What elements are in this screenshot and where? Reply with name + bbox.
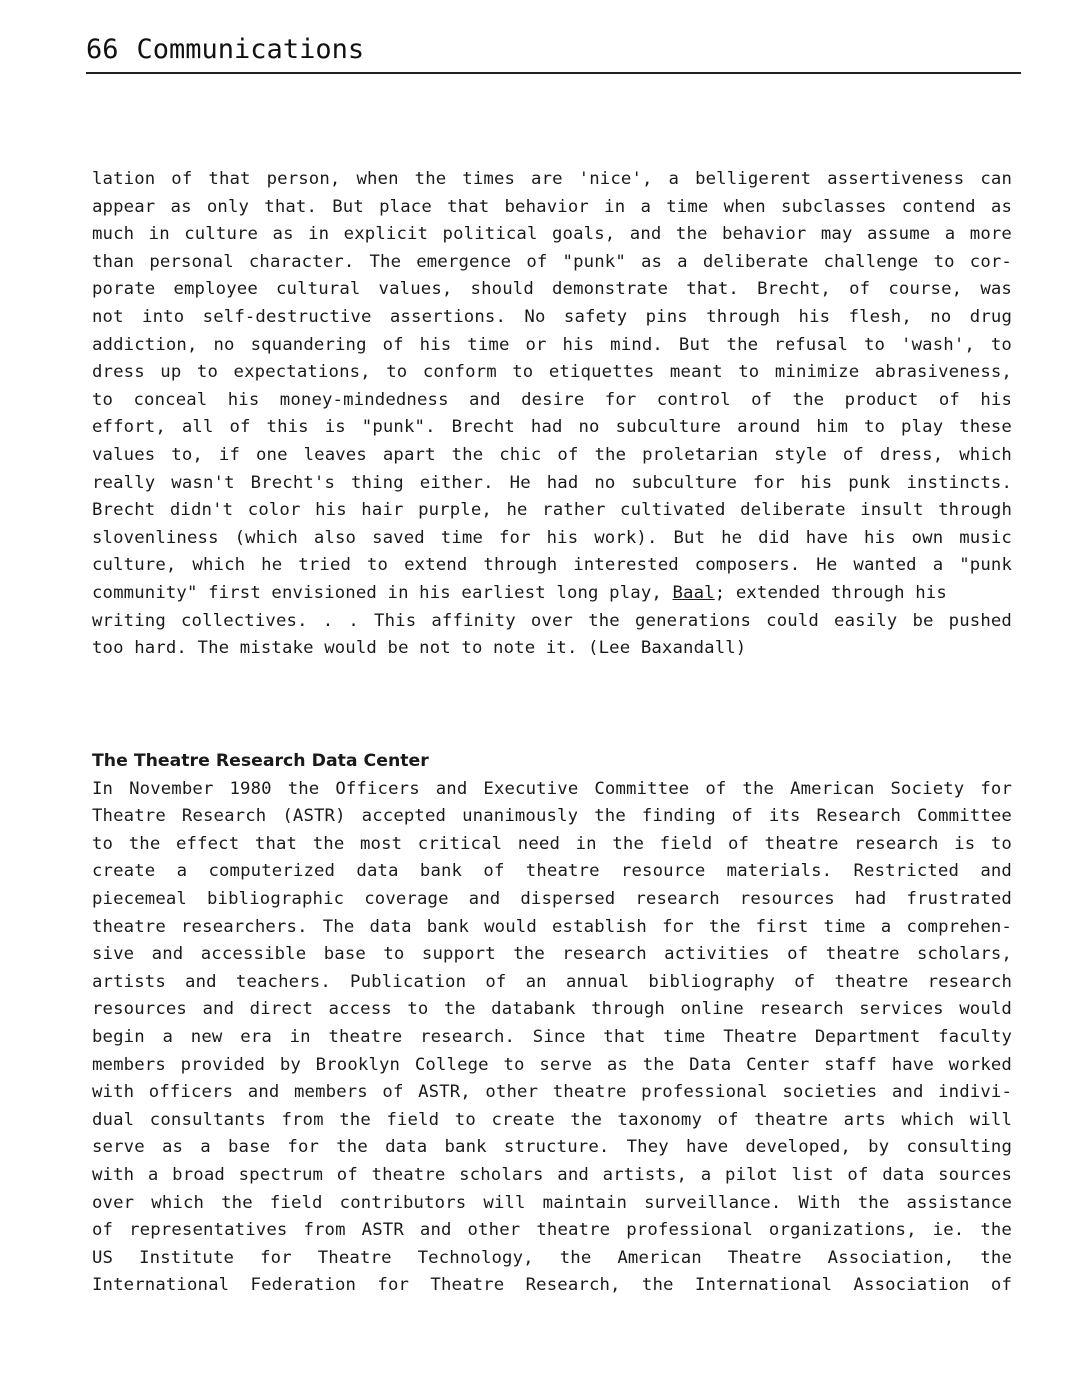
section-title: Communications xyxy=(136,34,365,65)
page-header xyxy=(86,30,1021,74)
text-line: appear as only that. But place that behavior in a time when subclasses contend as xyxy=(92,196,1012,217)
text-line: sive and accessible base to support the research activities of theatre scholars, xyxy=(92,944,1012,965)
text-line: not into self-destructive assertions. No safety pins through his flesh, no drug xyxy=(92,306,1012,327)
text-line: much in culture as in explicit political goals, and the behavior may assume a more xyxy=(92,224,1012,245)
text-line: resources and direct access to the databank through online research services would xyxy=(92,999,1012,1020)
text-line: values to, if one leaves apart the chic of the proletarian style of dress, which xyxy=(92,444,1012,465)
text-line-last: too hard. The mistake would be not to note it. (Lee Baxandall) xyxy=(92,638,747,659)
text-line: with officers and members of ASTR, other theatre professional societies and indivi- xyxy=(92,1082,1012,1103)
text-line: create a computerized data bank of theatre resource materials. Restricted and xyxy=(92,861,1012,882)
text-line: of representatives from ASTR and other theatre professional organizations, ie. the xyxy=(92,1220,1012,1241)
text-line: members provided by Brooklyn College to serve as the Data Center staff have worked xyxy=(92,1054,1012,1075)
text-line: with a broad spectrum of theatre scholars and artists, a pilot list of data sources xyxy=(92,1164,1012,1185)
text-line: International Federation for Theatre Research, the International Association of xyxy=(92,1275,1012,1296)
text-line: dress up to expectations, to conform to etiquettes meant to minimize abrasiveness, xyxy=(92,362,1012,383)
text-line: dual consultants from the field to create the taxonomy of theatre arts which will xyxy=(92,1109,1012,1130)
text-line: addiction, no squandering of his time or his mind. But the refusal to 'wash', to xyxy=(92,334,1012,355)
article-heading: The Theatre Research Data Center xyxy=(92,751,429,771)
text-line: begin a new era in theatre research. Since that time Theatre Department faculty xyxy=(92,1026,1012,1047)
text-line: porate employee cultural values, should demonstrate that. Brecht, of course, was xyxy=(92,279,1012,300)
text-line: effort, all of this is "punk". Brecht had no subculture around him to play these xyxy=(92,417,1012,438)
text-line-start: community" first envisioned in his earliest long play, xyxy=(92,582,662,603)
text-line-end: ; extended through his xyxy=(714,582,947,603)
text-line: piecemeal bibliographic coverage and dispersed research resources had frustrated xyxy=(92,888,1012,909)
text-line: over which the field contributors will maintain surveillance. With the assistance xyxy=(92,1192,1012,1213)
text-line: Brecht didn't color his hair purple, he rather cultivated deliberate insult through xyxy=(92,500,1012,521)
text-line: artists and teachers. Publication of an annual bibliography of theatre research xyxy=(92,971,1012,992)
text-line: lation of that person, when the times are 'nice', a belligerent assertiveness can xyxy=(92,169,1012,189)
text-line: really wasn't Brecht's thing either. He had no subculture for his punk instincts. xyxy=(92,472,1012,493)
text-line: to conceal his money-mindedness and desire for control of the product of his xyxy=(92,389,1012,410)
text-line: theatre researchers. The data bank would establish for the first time a comprehen- xyxy=(92,916,1012,937)
page-number: 66 xyxy=(86,34,119,65)
text-line: Theatre Research (ASTR) accepted unanimously the finding of its Research Committee xyxy=(92,806,1012,827)
work-title: Baal xyxy=(672,582,715,603)
article-brecht-punk xyxy=(92,166,1012,663)
text-line: than personal character. The emergence of "punk" as a deliberate challenge to cor- xyxy=(92,251,1012,272)
text-line: US Institute for Theatre Technology, the American Theatre Association, the xyxy=(92,1247,1012,1268)
text-line: writing collectives. . . This affinity over the generations could easily be pushed xyxy=(92,610,1012,631)
text-line: to the effect that the most critical need in the field of theatre research is to xyxy=(92,833,1012,854)
text-line: serve as a base for the data bank structure. They have developed, by consulting xyxy=(92,1137,1012,1158)
text-line-with-title xyxy=(92,580,1012,608)
text-line: slovenliness (which also saved time for his work). But he did have his own music xyxy=(92,527,1012,548)
article-theatre-research-data-center xyxy=(92,748,1012,1300)
text-line: culture, which he tried to extend through interested composers. He wanted a "punk xyxy=(92,555,1012,576)
text-line: In November 1980 the Officers and Executive Committee of the American Society for xyxy=(92,778,1012,799)
